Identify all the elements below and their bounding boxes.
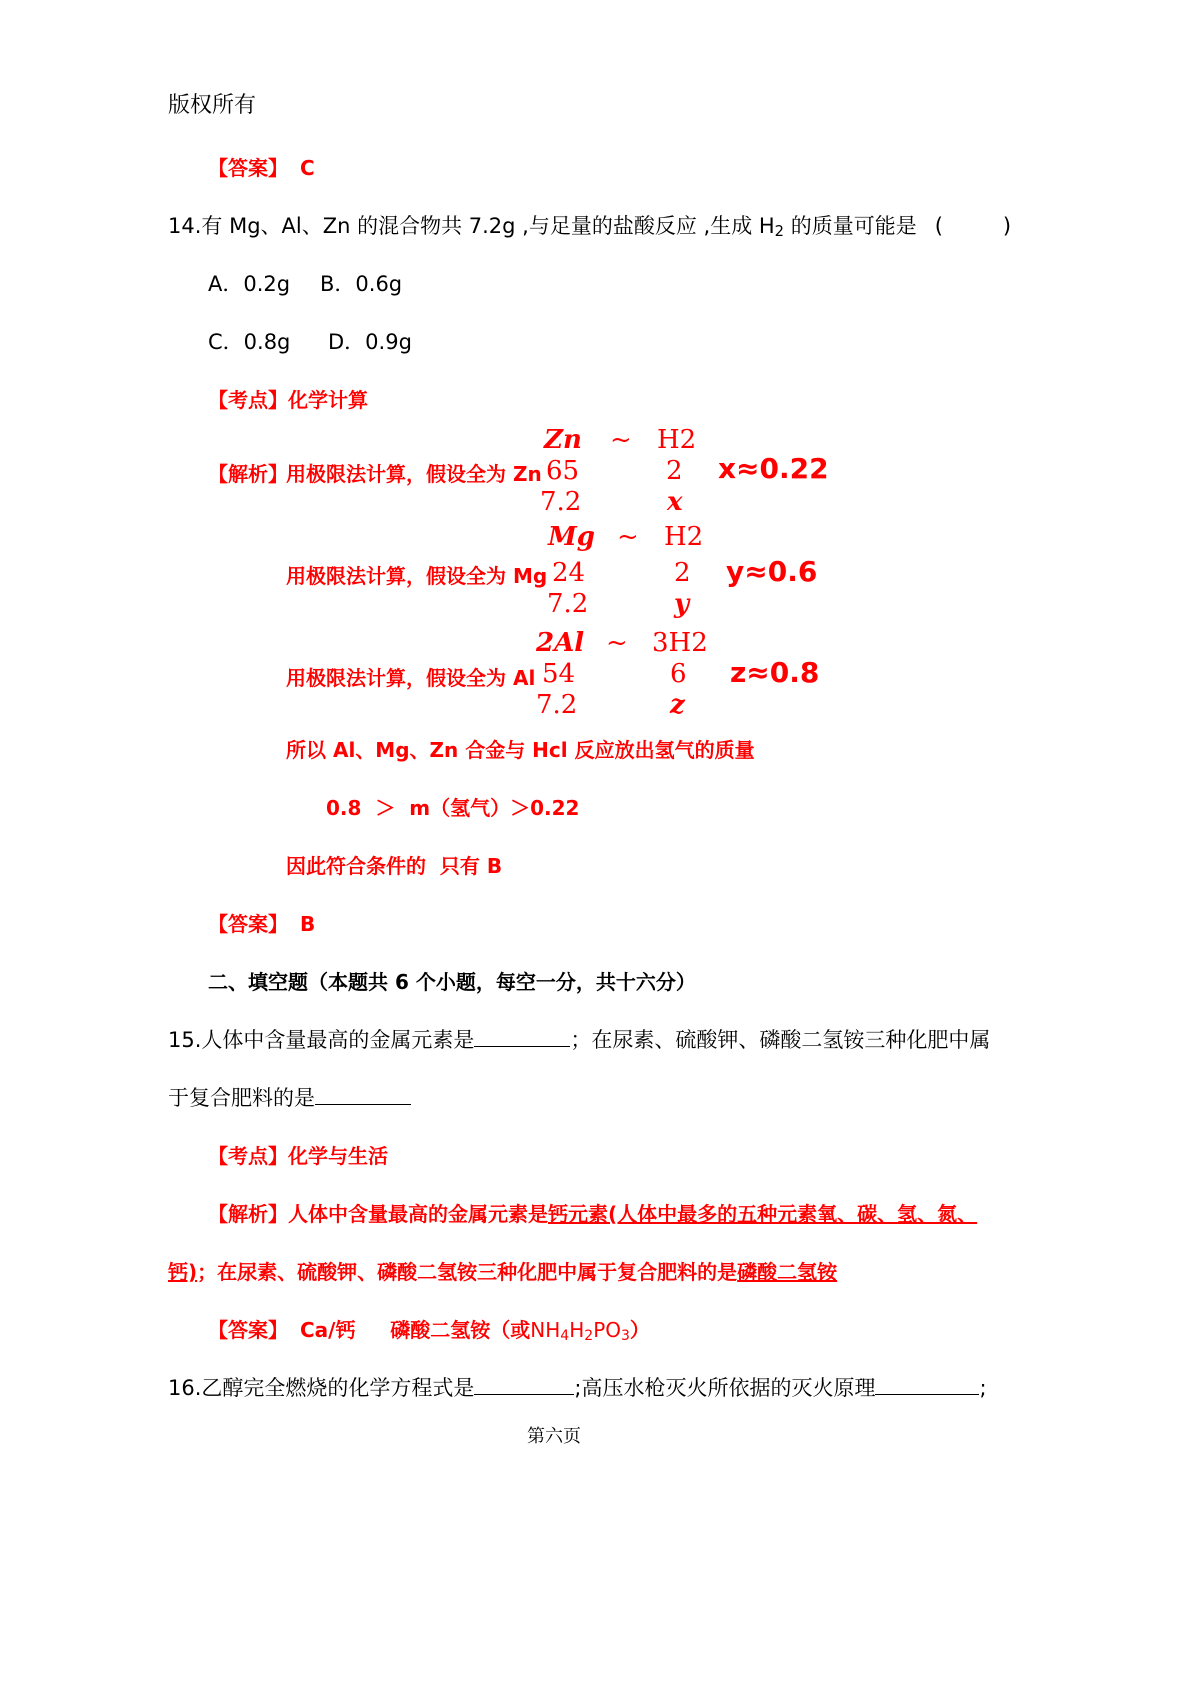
q16-line bbox=[168, 1372, 987, 1402]
q15-line-1 bbox=[168, 1024, 990, 1054]
mg-given-mass: 7.2 bbox=[547, 589, 589, 619]
al-assumption: 用极限法计算，假设全为 Al bbox=[286, 666, 536, 690]
mg-assumption: 用极限法计算，假设全为 Mg bbox=[286, 564, 548, 588]
zn-unknown: x bbox=[667, 487, 683, 517]
al-formula-h2: 3H2 bbox=[652, 628, 708, 658]
answer-tag: 【答案】 bbox=[208, 1318, 288, 1342]
q14-conclusion-2: 0.8 ＞ m（氢气）＞0.22 bbox=[326, 796, 580, 820]
q14-jiexi-tag: 【解析】 bbox=[208, 462, 288, 486]
q14-stem bbox=[168, 210, 1011, 240]
mg-mass-h2: 2 bbox=[674, 558, 691, 588]
mg-mass-metal: 24 bbox=[552, 558, 586, 588]
q14-stem-pre: 14.有 Mg、Al、Zn 的混合物共 7.2g ,与足量的盐酸反应 ,生成 H bbox=[168, 214, 775, 238]
q15-line2: 于复合肥料的是 bbox=[168, 1086, 315, 1110]
zn-mass-metal: 65 bbox=[546, 456, 580, 486]
q14-bracket-close: ) bbox=[1002, 214, 1012, 238]
al-result: z≈0.8 bbox=[730, 656, 820, 689]
zn-formula-tilde: ~ bbox=[610, 425, 632, 455]
zn-result: x≈0.22 bbox=[718, 452, 829, 485]
q15-jiexi-underlined: 钙) bbox=[168, 1260, 198, 1284]
q16-post: ; bbox=[979, 1376, 987, 1400]
answer-blank[interactable] bbox=[315, 1084, 411, 1105]
q14-option-b: B．0.6g bbox=[320, 272, 403, 296]
al-unknown: z bbox=[670, 690, 685, 720]
q16-mid: ;高压水枪灭火所依据的灭火原理 bbox=[574, 1376, 876, 1400]
q14-stem-post: 的质量可能是 bbox=[784, 214, 917, 238]
q14-kaodian: 【考点】化学计算 bbox=[208, 388, 368, 412]
q15-line-2 bbox=[168, 1082, 411, 1112]
mg-result: y≈0.6 bbox=[726, 555, 818, 588]
q15-jiexi-underlined: 钙元素(人体中最多的五种元素氧、碳、氢、氮、 bbox=[548, 1202, 978, 1226]
zn-formula-h2: H2 bbox=[657, 425, 697, 455]
q15-jiexi-underlined-2: 磷酸二氢铵 bbox=[737, 1260, 838, 1284]
al-given-mass: 7.2 bbox=[536, 690, 578, 720]
zn-given-mass: 7.2 bbox=[540, 487, 582, 517]
al-formula-metal: 2Al bbox=[536, 628, 585, 658]
q15-jiexi-line-1 bbox=[208, 1198, 977, 1227]
section-title: 二、填空题（本题共 6 个小题，每空一分，共十六分） bbox=[208, 970, 696, 994]
q14-option-a: A．0.2g bbox=[208, 272, 291, 296]
q14-option-d: D．0.9g bbox=[328, 330, 412, 354]
q14-conclusion-3: 因此符合条件的 只有 B bbox=[286, 854, 503, 878]
zn-formula-metal: Zn bbox=[544, 425, 582, 455]
answer-value: C bbox=[300, 156, 315, 180]
q15-jiexi-pre: 【解析】人体中含量最高的金属元素是 bbox=[208, 1202, 548, 1226]
q16-pre: 16.乙醇完全燃烧的化学方程式是 bbox=[168, 1376, 475, 1400]
zn-assumption: 用极限法计算，假设全为 Zn bbox=[286, 462, 542, 486]
q15-kaodian: 【考点】化学与生活 bbox=[208, 1144, 388, 1168]
answer-blank[interactable] bbox=[474, 1026, 570, 1047]
al-formula-tilde: ~ bbox=[606, 628, 628, 658]
answer-blank[interactable] bbox=[474, 1374, 574, 1395]
q15-jiexi-line-2 bbox=[168, 1256, 837, 1285]
q14-option-c: C．0.8g bbox=[208, 330, 291, 354]
al-mass-h2: 6 bbox=[670, 659, 687, 689]
answer-tag: 【答案】 bbox=[208, 156, 288, 180]
answer-close: ） bbox=[629, 1318, 650, 1342]
mg-formula-tilde: ~ bbox=[617, 522, 639, 552]
mg-unknown: y bbox=[674, 589, 690, 619]
q13-answer bbox=[208, 152, 315, 181]
zn-mass-h2: 2 bbox=[666, 456, 683, 486]
q14-bracket-open: ( bbox=[934, 214, 943, 238]
mg-formula-metal: Mg bbox=[548, 522, 595, 552]
q14-conclusion-1: 所以 Al、Mg、Zn 合金与 Hcl 反应放出氢气的质量 bbox=[286, 738, 755, 762]
copyright-header: 版权所有 bbox=[168, 93, 257, 118]
answer-tag: 【答案】 bbox=[208, 912, 288, 936]
q15-line1-post: ；在尿素、硫酸钾、磷酸二氢铵三种化肥中属 bbox=[570, 1028, 991, 1052]
q15-answer bbox=[208, 1314, 650, 1344]
answer-blank[interactable] bbox=[875, 1374, 979, 1395]
answer-value: B bbox=[300, 912, 316, 936]
al-mass-metal: 54 bbox=[542, 659, 576, 689]
q14-answer bbox=[208, 908, 315, 937]
q15-line1-pre: 15.人体中含量最高的金属元素是 bbox=[168, 1028, 475, 1052]
q15-jiexi-mid: ；在尿素、硫酸钾、磷酸二氢铵三种化肥中属于复合肥料的是 bbox=[197, 1260, 738, 1284]
mg-formula-h2: H2 bbox=[664, 522, 704, 552]
answer-text: Ca/钙 磷酸二氢铵（或 bbox=[300, 1318, 531, 1342]
chemical-formula: $NH_4H_2PO_3$ bbox=[530, 1318, 630, 1344]
q14-stem-sub: 2 bbox=[774, 222, 785, 240]
page-number: 第六页 bbox=[527, 1426, 581, 1447]
